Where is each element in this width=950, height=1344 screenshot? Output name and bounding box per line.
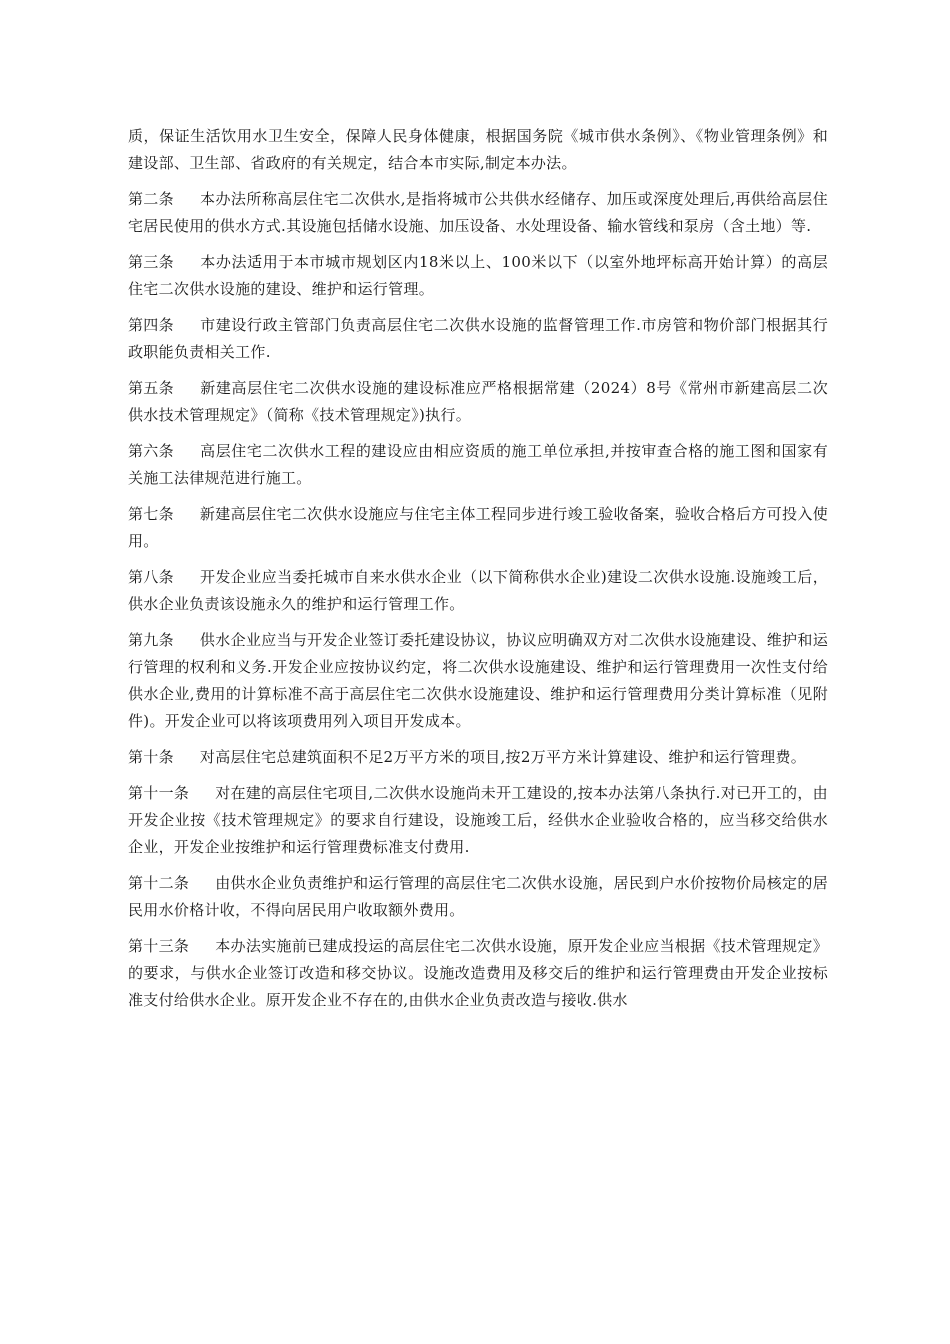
- article-2: [128, 186, 828, 240]
- article-number: 第二条: [128, 190, 174, 208]
- article-text: 新建高层住宅二次供水设施的建设标准应严格根据常建（2024）8号《常州市新建高层二次供水技术管理规定》（简称《技术管理规定》)执行。: [128, 379, 828, 424]
- article-number: 第十条: [128, 748, 174, 766]
- article-8: [128, 564, 828, 618]
- article-number: 第四条: [128, 316, 174, 334]
- article-6: [128, 438, 828, 492]
- paragraph-text: 质，保证生活饮用水卫生安全，保障人民身体健康，根据国务院《城市供水条例》、《物业管理条例》和建设部、卫生部、省政府的有关规定，结合本市实际,制定本办法。: [128, 127, 828, 172]
- article-number: 第八条: [128, 568, 174, 586]
- article-text: 高层住宅二次供水工程的建设应由相应资质的施工单位承担,并按审查合格的施工图和国家有关施工法律规范进行施工。: [128, 442, 828, 487]
- article-3: [128, 249, 828, 303]
- article-text: 本办法所称高层住宅二次供水,是指将城市公共供水经储存、加压或深度处理后,再供给高层住宅居民使用的供水方式.其设施包括储水设施、加压设备、水处理设备、输水管线和泵房（含土地）等.: [128, 190, 828, 235]
- article-7: [128, 501, 828, 555]
- article-number: 第十三条: [128, 937, 190, 955]
- document-body: [128, 123, 828, 1023]
- article-number: 第十一条: [128, 784, 190, 802]
- article-text: 新建高层住宅二次供水设施应与住宅主体工程同步进行竣工验收备案，验收合格后方可投入使用。: [128, 505, 828, 550]
- article-text: 开发企业应当委托城市自来水供水企业（以下简称供水企业)建设二次供水设施.设施竣工后，供水企业负责该设施永久的维护和运行管理工作。: [128, 568, 828, 613]
- article-number: 第五条: [128, 379, 174, 397]
- article-text: 本办法实施前已建成投运的高层住宅二次供水设施，原开发企业应当根据《技术管理规定》的要求，与供水企业签订改造和移交协议。设施改造费用及移交后的维护和运行管理费由开发企业按标准支付给供水企业。原开发企业不存在的,由供水企业负责改造与接收.供水: [128, 937, 828, 1009]
- article-number: 第九条: [128, 631, 174, 649]
- article-text: 本办法适用于本市城市规划区内18米以上、100米以下（以室外地坪标高开始计算）的高层住宅二次供水设施的建设、维护和运行管理。: [128, 253, 828, 298]
- article-text: 对高层住宅总建筑面积不足2万平方米的项目,按2万平方米计算建设、维护和运行管理费。: [199, 748, 807, 766]
- article-text: 供水企业应当与开发企业签订委托建设协议，协议应明确双方对二次供水设施建设、维护和运行管理的权利和义务.开发企业应按协议约定，将二次供水设施建设、维护和运行管理费用一次性支付给供水企业,费用的计算标准不高于高层住宅二次供水设施建设、维护和运行管理费用分类计算标准（见附件)。开发企业可以将该项费用列入项目开发成本。: [128, 631, 828, 730]
- article-4: [128, 312, 828, 366]
- article-11: [128, 780, 828, 861]
- paragraph-intro: [128, 123, 828, 177]
- article-12: [128, 870, 828, 924]
- article-text: 由供水企业负责维护和运行管理的高层住宅二次供水设施，居民到户水价按物价局核定的居民用水价格计收，不得向居民用户收取额外费用。: [128, 874, 828, 919]
- article-number: 第三条: [128, 253, 174, 271]
- article-10: [128, 744, 828, 771]
- article-number: 第十二条: [128, 874, 190, 892]
- article-text: 对在建的高层住宅项目,二次供水设施尚未开工建设的,按本办法第八条执行.对已开工的，由开发企业按《技术管理规定》的要求自行建设，设施竣工后，经供水企业验收合格的，应当移交给供水企业，开发企业按维护和运行管理费标准支付费用.: [128, 784, 828, 856]
- article-13: [128, 933, 828, 1014]
- article-5: [128, 375, 828, 429]
- article-text: 市建设行政主管部门负责高层住宅二次供水设施的监督管理工作.市房管和物价部门根据其行政职能负责相关工作.: [128, 316, 828, 361]
- article-number: 第七条: [128, 505, 174, 523]
- article-9: [128, 627, 828, 735]
- article-number: 第六条: [128, 442, 174, 460]
